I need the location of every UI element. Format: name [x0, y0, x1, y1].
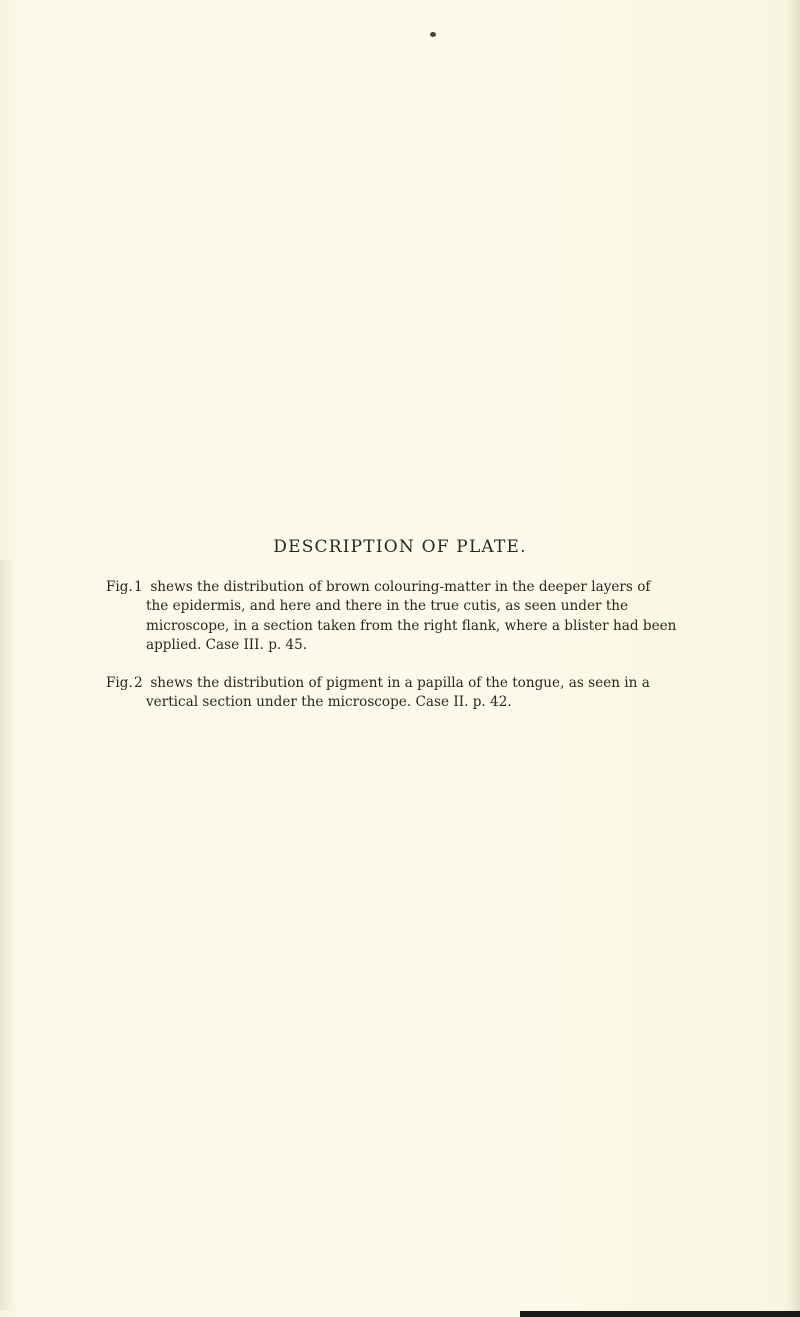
page-edge-left	[0, 560, 14, 1310]
figure-label: Fig.	[106, 579, 133, 595]
figure-number: 2	[134, 675, 143, 691]
page-edge-right	[786, 0, 800, 1317]
figure-text-line: vertical section under the microscope. Case II. p. 42.	[146, 694, 512, 711]
figure-entry-1	[106, 578, 696, 655]
figure-number: 1	[134, 579, 143, 595]
figure-text-line: applied. Case III. p. 45.	[146, 636, 308, 653]
figure-entry-2	[106, 674, 696, 713]
figure-text-line: shews the distribution of brown colouring-matter in the deeper layers of	[150, 579, 651, 595]
figure-label: Fig.	[106, 675, 133, 691]
figure-2-first-line	[106, 674, 696, 693]
plate-heading: DESCRIPTION OF PLATE.	[273, 537, 527, 557]
figure-1-first-line	[106, 578, 696, 597]
ink-speck	[430, 32, 436, 37]
figure-text-line: shews the distribution of pigment in a papilla of the tongue, as seen in a	[150, 675, 650, 691]
figure-text-line: microscope, in a section taken from the right flank, where a blister had been	[146, 617, 677, 634]
bottom-rule	[520, 1311, 800, 1317]
figure-text-line: the epidermis, and here and there in the true cutis, as seen under the	[146, 598, 629, 615]
